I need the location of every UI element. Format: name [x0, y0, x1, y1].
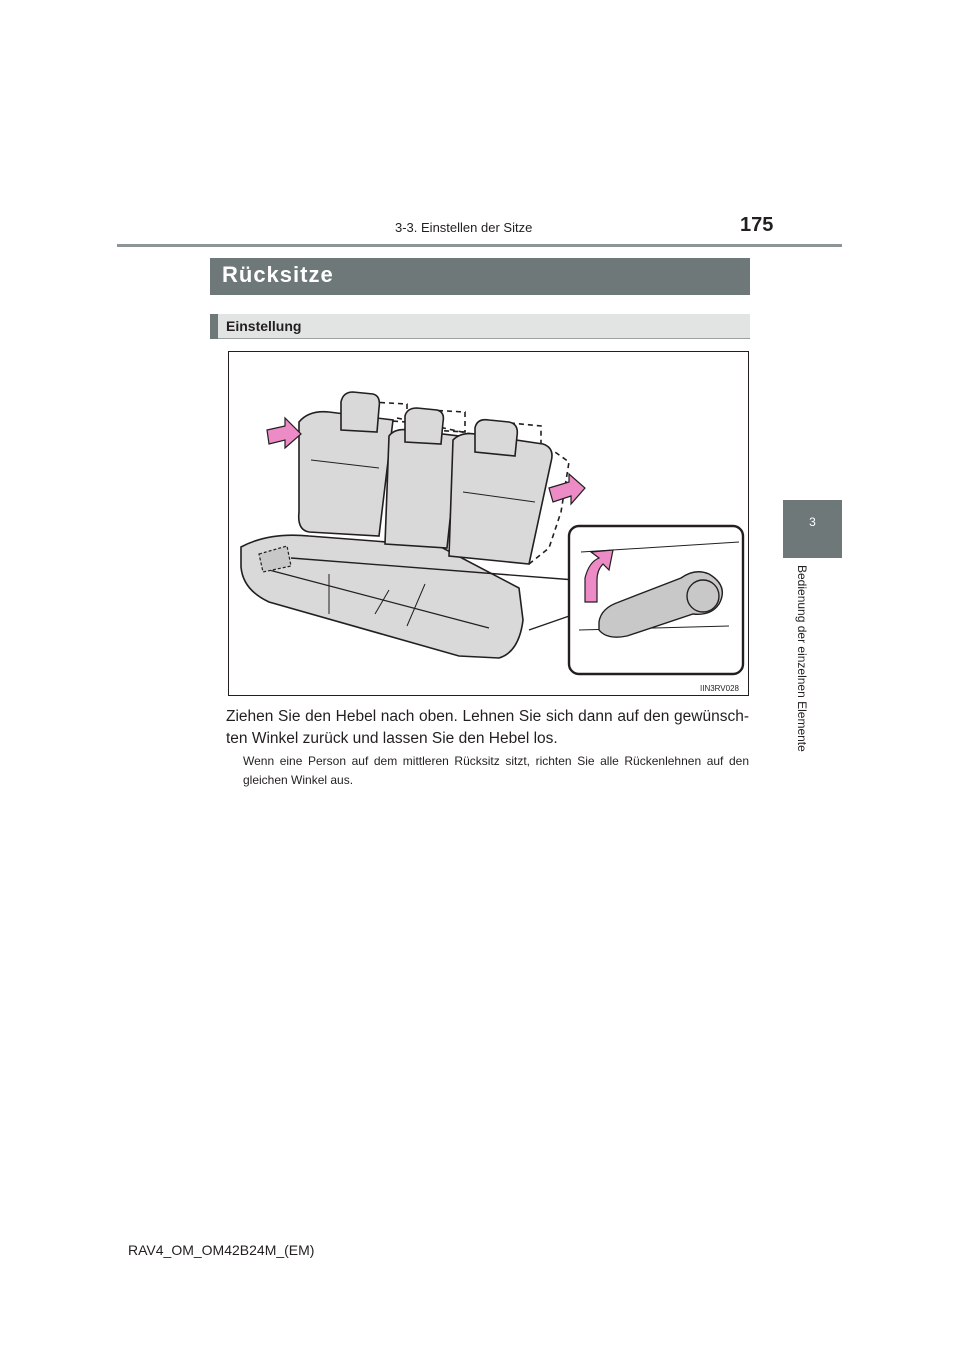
note-text: Wenn eine Person auf dem mittleren Rücksitz sitzt, richten Sie alle Rückenlehnen auf den gleichen Winkel aus. [243, 754, 749, 787]
headrest-right [475, 420, 517, 456]
section-title: Rücksitze [222, 262, 334, 287]
rear-seat-illustration [229, 352, 748, 695]
header-rule [117, 244, 842, 247]
figure-code: IIN3RV028 [700, 684, 739, 693]
subsection-title: Einstellung [226, 318, 302, 334]
running-header-section: 3-3. Einstellen der Sitze [395, 220, 533, 235]
recline-arrow-icon [267, 418, 301, 448]
seat-back-center [385, 430, 459, 548]
chapter-tab [783, 500, 842, 558]
headrest-center [405, 408, 443, 444]
subsection-accent [210, 314, 218, 339]
chapter-title: Bedienung der einzelnen Elemente [795, 565, 809, 752]
footer-model-code: RAV4_OM_OM42B24M_(EM) [128, 1242, 315, 1258]
page-number: 175 [740, 214, 774, 236]
recline-arrow-icon [549, 474, 585, 504]
chapter-number: 3 [809, 515, 816, 529]
headrest-left [341, 392, 379, 432]
instruction-text: Ziehen Sie den Hebel nach oben. Lehnen Sie sich dann auf den gewünsch-ten Winkel zurück und lassen Sie den Hebel los. [226, 708, 749, 747]
